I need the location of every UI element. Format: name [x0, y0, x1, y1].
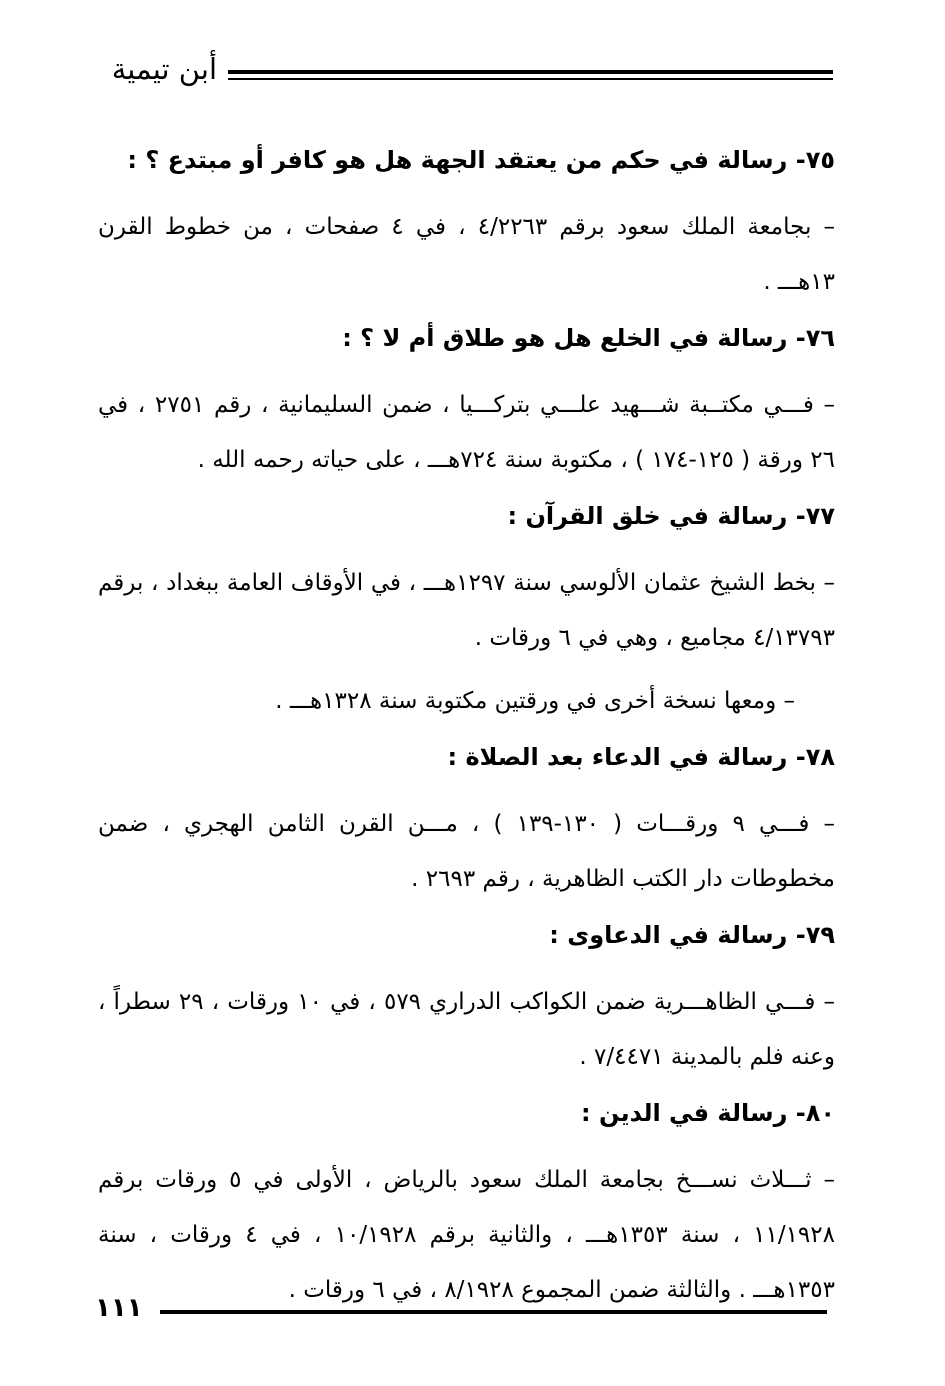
entry-paragraph: – ومعها نسخة أخرى في ورقتين مكتوبة سنة ١٣٢٨هـــ . — [275, 688, 795, 714]
entry-78 — [98, 739, 835, 907]
entry-heading: ٧٥- رسالة في حكم من يعتقد الجهة هل هو كافر أو مبتدع ؟ : — [127, 146, 835, 174]
footer-rule — [160, 1310, 827, 1314]
entry-paragraph: – فـــي مكتــبة شـــهيد علـــي بتركـــيا ، ضمن السليمانية ، رقم ٢٧٥١ ، في ٢٦ ورقة ( ١٢٥-١٧٤ ) ، مكتوبة سنة ٧٢٤هـــ ، على حياته رحمه الله . — [98, 392, 835, 473]
entry-79 — [98, 917, 835, 1085]
header-rule-thick — [228, 70, 833, 74]
page-body — [98, 142, 835, 1328]
entry-heading: ٧٦- رسالة في الخلع هل هو طلاق أم لا ؟ : — [342, 324, 835, 352]
entry-paragraph: – فـــي الظاهـــرية ضمن الكواكب الدراري ٥٧٩ ، في ١٠ ورقات ، ٢٩ سطراً ، وعنه فلم بالمدينة ٧/٤٤٧١ . — [98, 989, 836, 1070]
entry-paragraph: – بخط الشيخ عثمان الألوسي سنة ١٢٩٧هـــ ، في الأوقاف العامة ببغداد ، برقم ٤/١٣٧٩٣ مجاميع ، وهي في ٦ ورقات . — [98, 570, 835, 651]
entry-paragraph: – فـــي ٩ ورقـــات ( ١٣٠-١٣٩ ) ، مـــن القرن الثامن الهجري ، ضمن مخطوطات دار الكتب الظاهرية ، رقم ٢٦٩٣ . — [98, 811, 835, 892]
entry-heading: ٨٠- رسالة في الدين : — [581, 1099, 835, 1127]
header-rule-thin — [228, 78, 833, 80]
entry-77 — [98, 498, 835, 729]
page-number: ١١١ — [95, 1293, 143, 1323]
entry-heading: ٧٨- رسالة في الدعاء بعد الصلاة : — [447, 743, 835, 771]
entry-paragraph: – ثـــلاث نســـخ بجامعة الملك سعود بالرياض ، الأولى في ٥ ورقات برقم ١١/١٩٢٨ ، سنة ١٣٥٣هـــ ، والثانية برقم ١٠/١٩٢٨ ، في ٤ ورقات ، سنة ١٣٥٣هـــ . والثالثة ضمن المجموع ٨/١٩٢٨ ، في ٦ ورقات . — [98, 1167, 835, 1303]
entry-75 — [98, 142, 835, 310]
entry-paragraph: – بجامعة الملك سعود برقم ٤/٢٢٦٣ ، في ٤ صفحات ، من خطوط القرن ١٣هـــ . — [98, 214, 835, 295]
entry-80 — [98, 1095, 835, 1318]
running-header-title: أبن تيمية — [111, 52, 217, 86]
entry-heading: ٧٧- رسالة في خلق القرآن : — [507, 502, 835, 530]
entry-76 — [98, 320, 835, 488]
entry-heading: ٧٩- رسالة في الدعاوى : — [549, 921, 835, 949]
